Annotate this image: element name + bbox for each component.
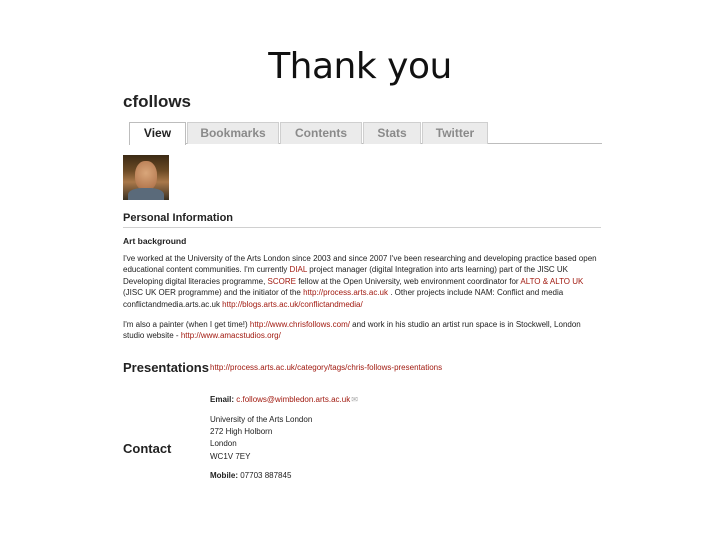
painter-text-2: and work in his studio an artist run space is in Stockwell, London studio website - <box>123 320 581 341</box>
tab-bookmarks[interactable]: Bookmarks <box>187 122 279 144</box>
address-line: WC1V 7EY <box>210 451 251 461</box>
profile-username: cfollows <box>123 92 192 111</box>
contact-label: Contact <box>123 441 172 456</box>
painter-text-1: I'm also a painter (when I get time!) <box>123 320 250 329</box>
address-block <box>210 414 312 463</box>
amacstudios-link[interactable]: http://www.amacstudios.org/ <box>180 331 281 341</box>
address-line: University of the Arts London <box>210 415 313 424</box>
bio-text-4: (JISC UK OER programme) and the initiator of the <box>123 288 304 298</box>
process-arts-link[interactable]: http://process.arts.ac.uk <box>303 288 389 298</box>
email-row <box>210 395 358 404</box>
avatar-face <box>135 161 157 191</box>
dial-link[interactable]: DIAL <box>289 265 307 275</box>
presentations-label: Presentations <box>123 360 209 375</box>
email-label: Email: <box>210 395 235 404</box>
bio-paragraph <box>123 253 601 310</box>
tab-twitter[interactable]: Twitter <box>422 122 488 144</box>
conflictandmedia-link[interactable]: http://blogs.arts.ac.uk/conflictandmedia/ <box>222 299 363 309</box>
painter-paragraph <box>123 319 601 342</box>
section-divider <box>123 227 601 228</box>
alto-link[interactable]: ALTO & ALTO UK <box>520 276 584 286</box>
art-background-heading: Art background <box>123 236 187 246</box>
address-line: 272 High Holborn <box>210 427 273 437</box>
email-link[interactable]: c.follows@wimbledon.arts.ac.uk <box>236 395 351 404</box>
personal-info-heading: Personal Information <box>123 212 234 224</box>
mobile-row <box>210 471 291 480</box>
tab-contents[interactable]: Contents <box>280 122 362 144</box>
score-link[interactable]: SCORE <box>267 276 296 286</box>
mobile-label: Mobile: <box>210 471 238 480</box>
bio-text-2: project manager (digital Integration into arts learning) part of the JISC UK Developing digital literacies programme, <box>123 265 569 286</box>
presentations-link[interactable]: http://process.arts.ac.uk/category/tags/chris-follows-presentations <box>210 363 443 372</box>
bio-text-5: . Other projects include NAM: Conflict and media conflictandmedia.arts.ac.uk <box>123 288 564 309</box>
mail-icon[interactable]: ✉ <box>351 395 358 404</box>
bio-text-3: fellow at the Open University, web environment coordinator for <box>295 276 521 286</box>
avatar <box>123 155 169 200</box>
slide-title: Thank you <box>268 46 452 87</box>
avatar-body <box>128 188 164 200</box>
tab-stats[interactable]: Stats <box>363 122 421 144</box>
tab-view[interactable]: View <box>129 122 186 145</box>
bio-text-1: I've worked at the University of the Arts London since 2003 and since 2007 I've been researching and developing practice based open educational content communities. I'm currently <box>123 254 597 275</box>
address-line: London <box>210 439 237 449</box>
mobile-number: 07703 887845 <box>240 471 292 480</box>
profile-tabs <box>129 122 602 144</box>
chrisfollows-link[interactable]: http://www.chrisfollows.com/ <box>249 320 350 329</box>
